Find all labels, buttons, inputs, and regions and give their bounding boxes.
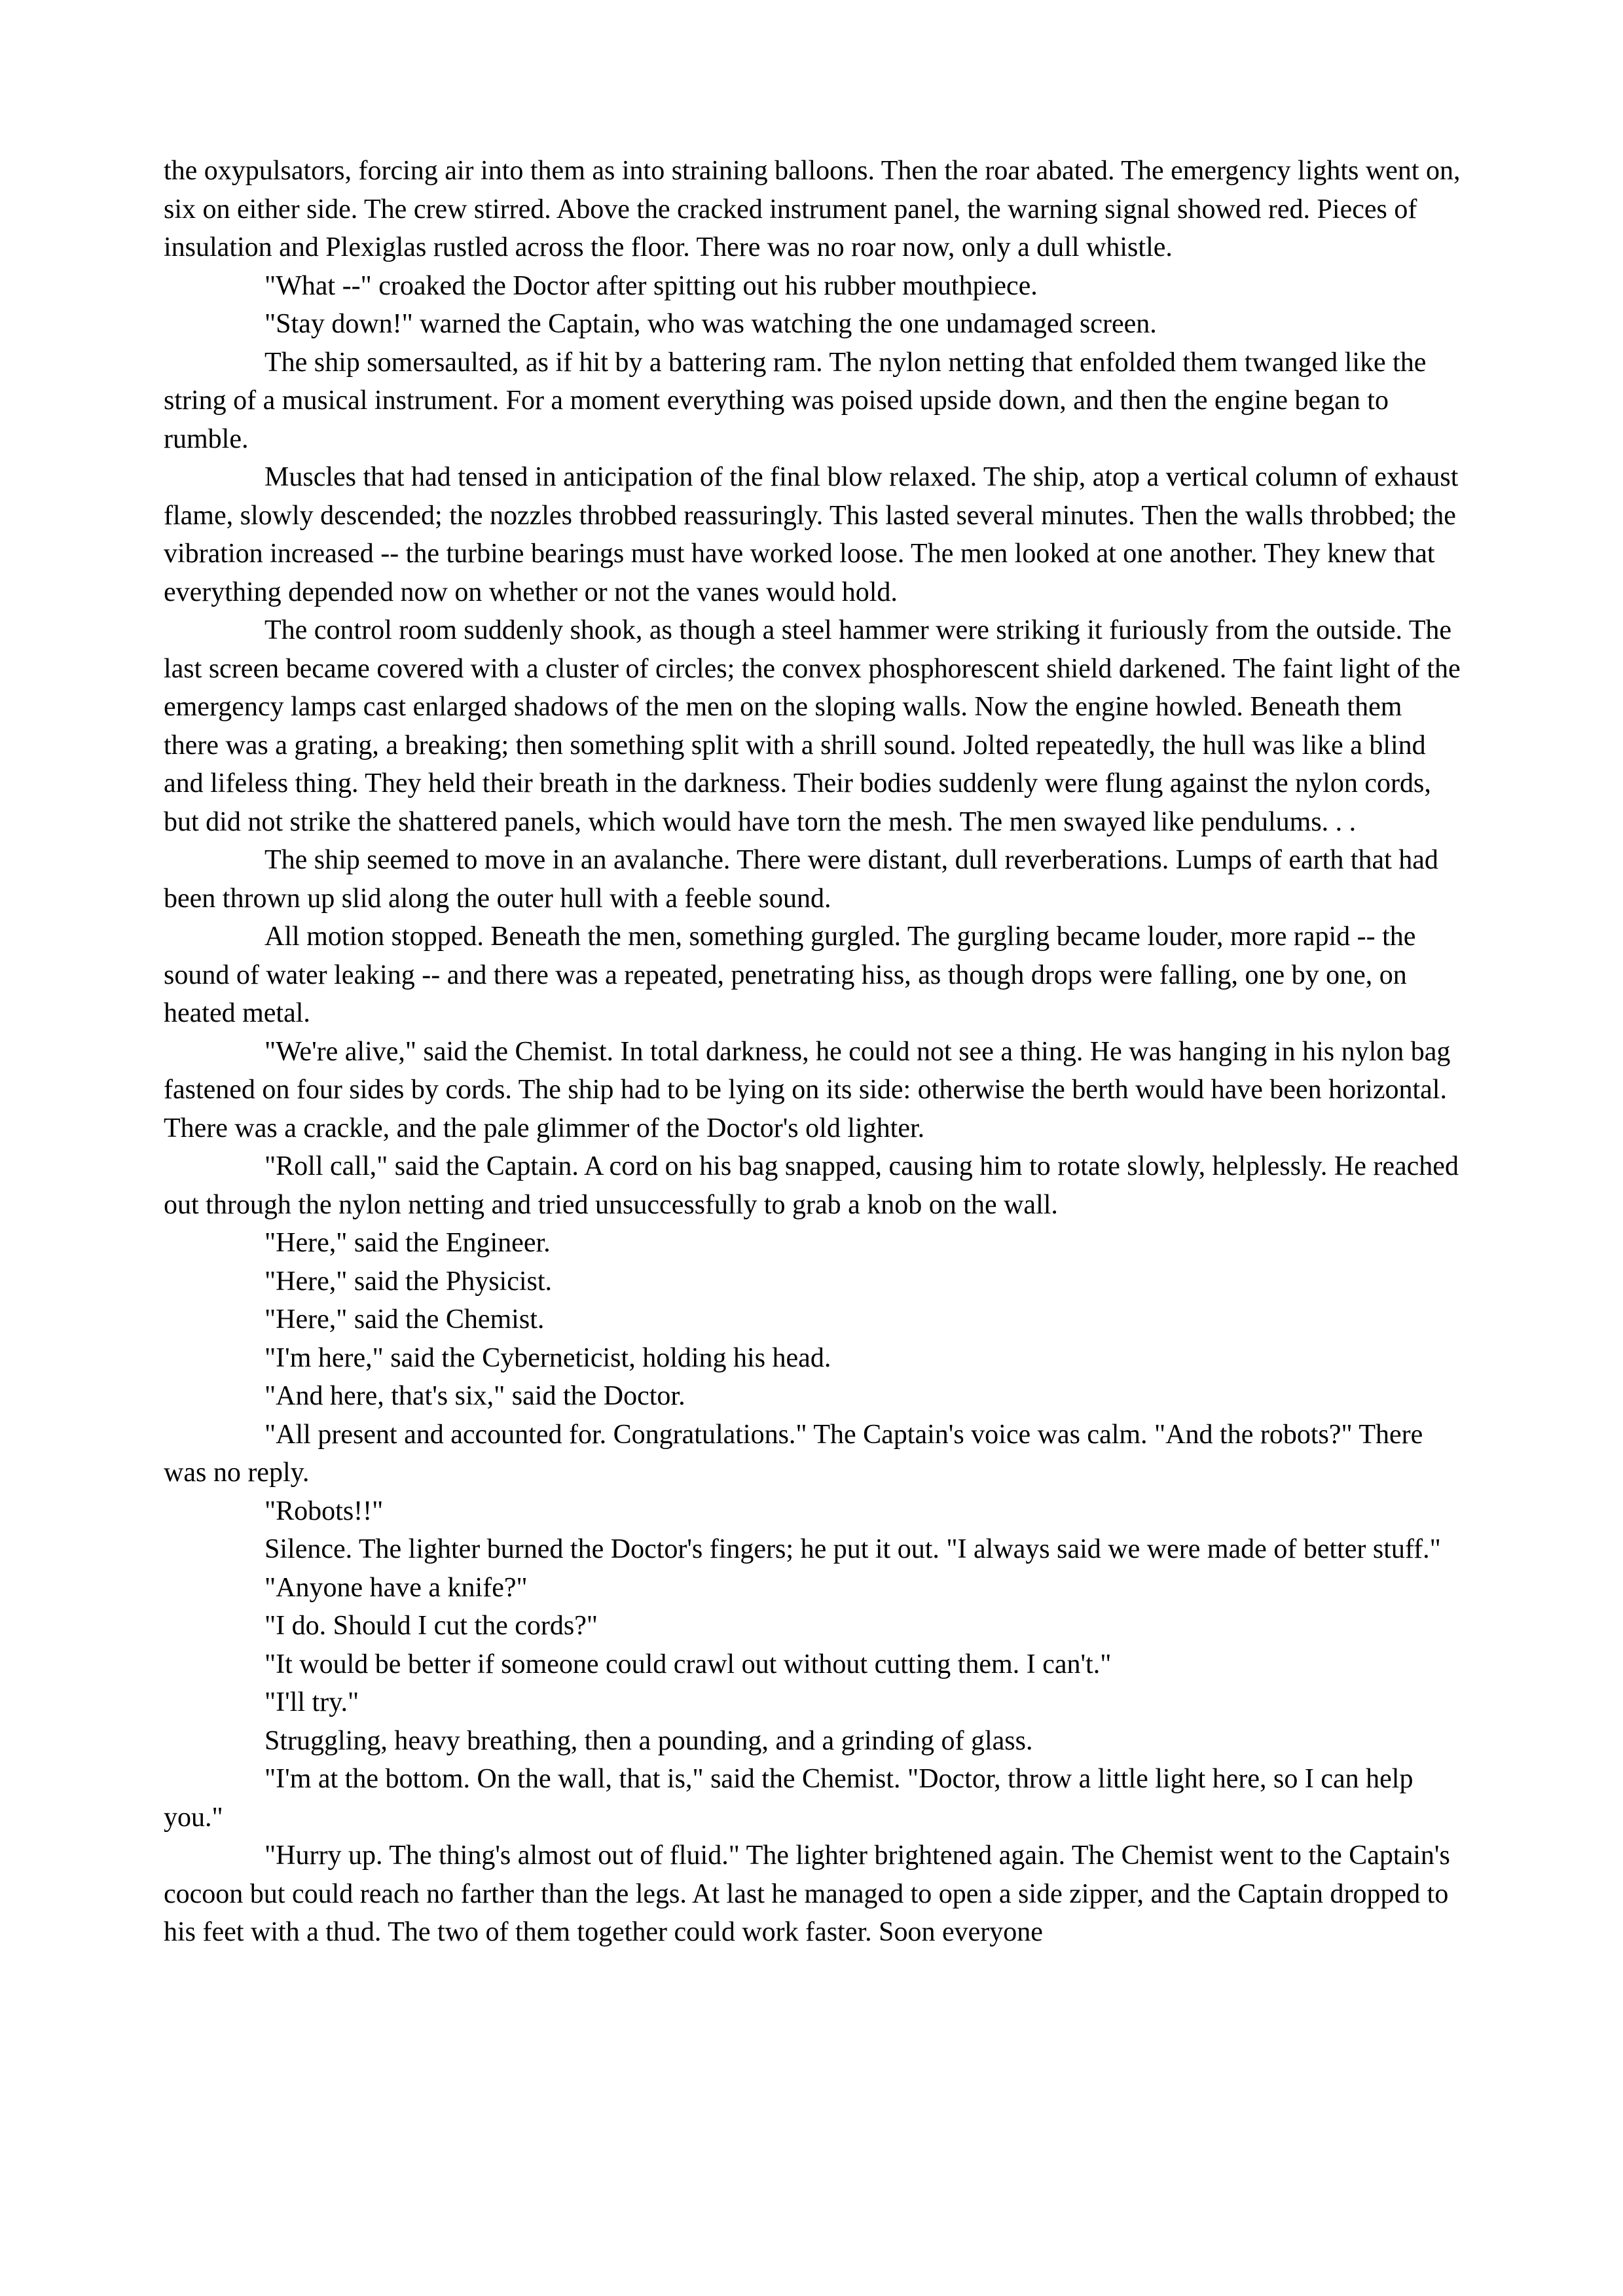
- paragraph: "It would be better if someone could crawl out without cutting them. I can't.": [264, 1649, 1112, 1679]
- paragraph: "Here," said the Chemist.: [264, 1304, 545, 1335]
- paragraph: Muscles that had tensed in anticipation of the final blow relaxed. The ship, atop a vertical column of exhaust flame, slowly descended; the nozzles throbbed reassuringly. This lasted several minutes. Then the walls throbbed; the vibration increased -- the turbine bearings must have worked loose. The men looked at one another. They knew that everything depended now on whether or not the vanes would hold.: [164, 462, 1459, 607]
- paragraph: "What --" croaked the Doctor after spitting out his rubber mouthpiece.: [264, 270, 1038, 301]
- paragraph: All motion stopped. Beneath the men, something gurgled. The gurgling became louder, more rapid -- the sound of water leaking -- and there was a repeated, penetrating hiss, as though drops were falling, one by one, on heated metal.: [164, 922, 1416, 1028]
- paragraph: "All present and accounted for. Congratulations." The Captain's voice was calm. "And the robots?" There was no reply.: [164, 1419, 1423, 1488]
- paragraph: "I'll try.": [264, 1687, 359, 1717]
- paragraph: "And here, that's six," said the Doctor.: [264, 1381, 685, 1411]
- paragraph: "We're alive," said the Chemist. In total darkness, he could not see a thing. He was hanging in his nylon bag fastened on four sides by cords. The ship had to be lying on its side: otherwise the berth would have been horizontal. There was a crackle, and the pale glimmer of the Doctor's old lighter.: [164, 1036, 1451, 1143]
- paragraph: "Roll call," said the Captain. A cord on his bag snapped, causing him to rotate slowly, helplessly. He reached out through the nylon netting and tried unsuccessfully to grab a knob on the wall.: [164, 1151, 1459, 1220]
- paragraph: "Hurry up. The thing's almost out of fluid." The lighter brightened again. The Chemist went to the Captain's cocoon but could reach no farther than the legs. At last he managed to open a side zipper, and the Captain dropped to his feet with a thud. The two of them together could work faster. Soon everyone: [164, 1840, 1450, 1947]
- paragraph: "Here," said the Physicist.: [264, 1266, 553, 1297]
- paragraph: The control room suddenly shook, as though a steel hammer were striking it furiously from the outside. The last screen became covered with a cluster of circles; the convex phosphorescent shield darkened. The faint light of the emergency lamps cast enlarged shadows of the men on the sloping walls. Now the engine howled. Beneath them there was a grating, a breaking; then something split with a shrill sound. Jolted repeatedly, the hull was like a blind and lifeless thing. They held their breath in the darkness. Their bodies suddenly were flung against the nylon cords, but did not strike the shattered panels, which would have torn the mesh. The men swayed like pendulums. . .: [164, 615, 1461, 837]
- paragraph: "I'm here," said the Cyberneticist, holding his head.: [264, 1342, 831, 1373]
- paragraph: Struggling, heavy breathing, then a pounding, and a grinding of glass.: [264, 1725, 1033, 1756]
- paragraph: "Here," said the Engineer.: [264, 1228, 551, 1258]
- body-text: [164, 152, 1463, 1952]
- paragraph: The ship seemed to move in an avalanche. There were distant, dull reverberations. Lumps of earth that had been thrown up slid along the outer hull with a feeble sound.: [164, 845, 1438, 914]
- paragraph: the oxypulsators, forcing air into them as into straining balloons. Then the roar abated. The emergency lights went on, six on either side. The crew stirred. Above the cracked instrument panel, the warning signal showed red. Pieces of insulation and Plexiglas rustled across the floor. There was no roar now, only a dull whistle.: [164, 156, 1461, 262]
- paragraph: "Robots!!": [264, 1496, 384, 1526]
- paragraph: "I do. Should I cut the cords?": [264, 1611, 598, 1641]
- paragraph: The ship somersaulted, as if hit by a battering ram. The nylon netting that enfolded them twanged like the string of a musical instrument. For a moment everything was poised upside down, and then the engine began to rumble.: [164, 347, 1427, 454]
- paragraph: "I'm at the bottom. On the wall, that is," said the Chemist. "Doctor, throw a little light here, so I can help you.": [164, 1764, 1413, 1833]
- paragraph: Silence. The lighter burned the Doctor's fingers; he put it out. "I always said we were made of better stuff.": [264, 1534, 1441, 1564]
- paragraph: "Stay down!" warned the Captain, who was watching the one undamaged screen.: [264, 309, 1157, 339]
- paragraph: "Anyone have a knife?": [264, 1572, 528, 1603]
